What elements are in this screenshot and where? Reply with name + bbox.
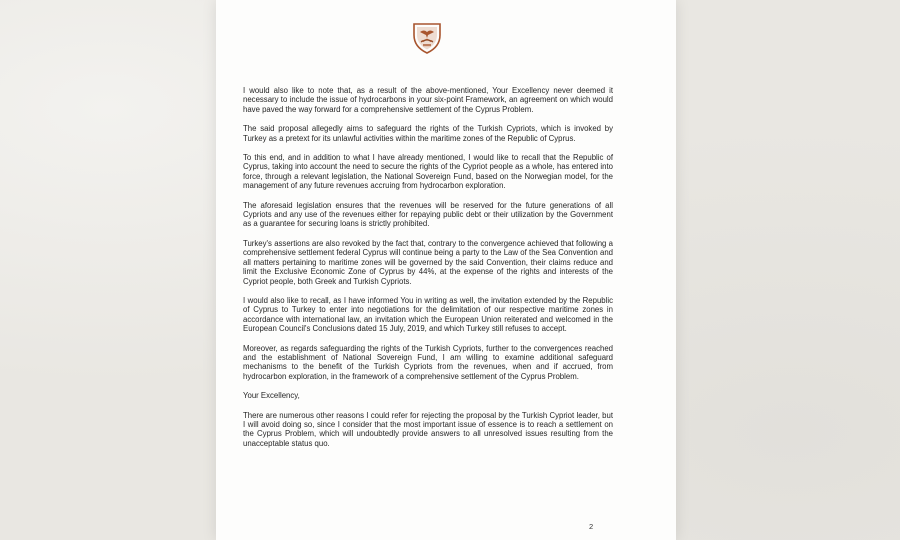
paragraph-hydrocarbons-framework: I would also like to note that, as a result of the above-mentioned, Your Excellency never deemed it necessary to include the issue of hydrocarbons in your six-point Framework, an agreement on which would have paved the way forward for a comprehensive settlement of the Cyprus Problem. [243, 86, 613, 114]
page-number: 2 [589, 522, 594, 531]
coat-of-arms-icon [408, 20, 446, 56]
paragraph-national-sovereign-fund: To this end, and in addition to what I have already mentioned, I would like to recall that the Republic of Cyprus, taking into account the need to secure the rights of the Cypriot people as a whole, has entered into force, through a relevant legislation, the National Sovereign Fund, based on the Norwegian model, for the management of any future revenues accruing from hydrocarbon exploration. [243, 153, 613, 191]
paragraph-turkey-assertions: Turkey's assertions are also revoked by the fact that, contrary to the convergence achieved that following a comprehensive settlement federal Cyprus will continue being a party to the Law of the Sea Convention and all matters pertaining to maritime zones will be governed by the said Convention, their claims reduce and limit the Exclusive Economic Zone of Cyprus by 44%, at the expense of the rights and interests of the Cypriot people, both Greek and Turkish Cypriots. [243, 238, 613, 286]
paragraph-legislation-revenues: The aforesaid legislation ensures that the revenues will be reserved for the future generations of all Cypriots and any use of the revenues either for repaying public debt or their utilization by the Government as a guarantee for securing loans is strictly prohibited. [243, 200, 613, 229]
paragraph-safeguard-mechanisms: Moreover, as regards safeguarding the rights of the Turkish Cypriots, further to the convergences reached and the establishment of National Sovereign Fund, I am willing to examine additional safeguard mechanisms to the benefit of the Turkish Cypriots from the revenues, when and if accrued, from hydrocarbon exploration, in the framework of a comprehensive settlement of the Cyprus Problem. [243, 343, 613, 381]
paragraph-proposal-aims: The said proposal allegedly aims to safeguard the rights of the Turkish Cypriots, which is invoked by Turkey as a pretext for its unlawful activities within the maritime zones of the Republic of Cyprus. [243, 124, 613, 143]
letter-body [243, 86, 613, 458]
paragraph-other-reasons: There are numerous other reasons I could refer for rejecting the proposal by the Turkish Cypriot leader, but I will avoid doing so, since I consider that the most important issue of essence is to reach a settlement on the Cyprus Problem, which will undoubtedly provide answers to all unresolved issues resulting from the unacceptable status quo. [243, 410, 613, 448]
paragraph-delimitation-invitation: I would also like to recall, as I have informed You in writing as well, the invitation extended by the Republic of Cyprus to Turkey to enter into negotiations for the delimitation of our respective maritime zones in accordance with international law, an invitation which the European Union reiterated and welcomed in the European Council's Conclusions dated 15 July, 2019, and which Turkey still refuses to accept. [243, 295, 613, 334]
letter-page [216, 0, 676, 540]
salutation: Your Excellency, [243, 391, 300, 401]
